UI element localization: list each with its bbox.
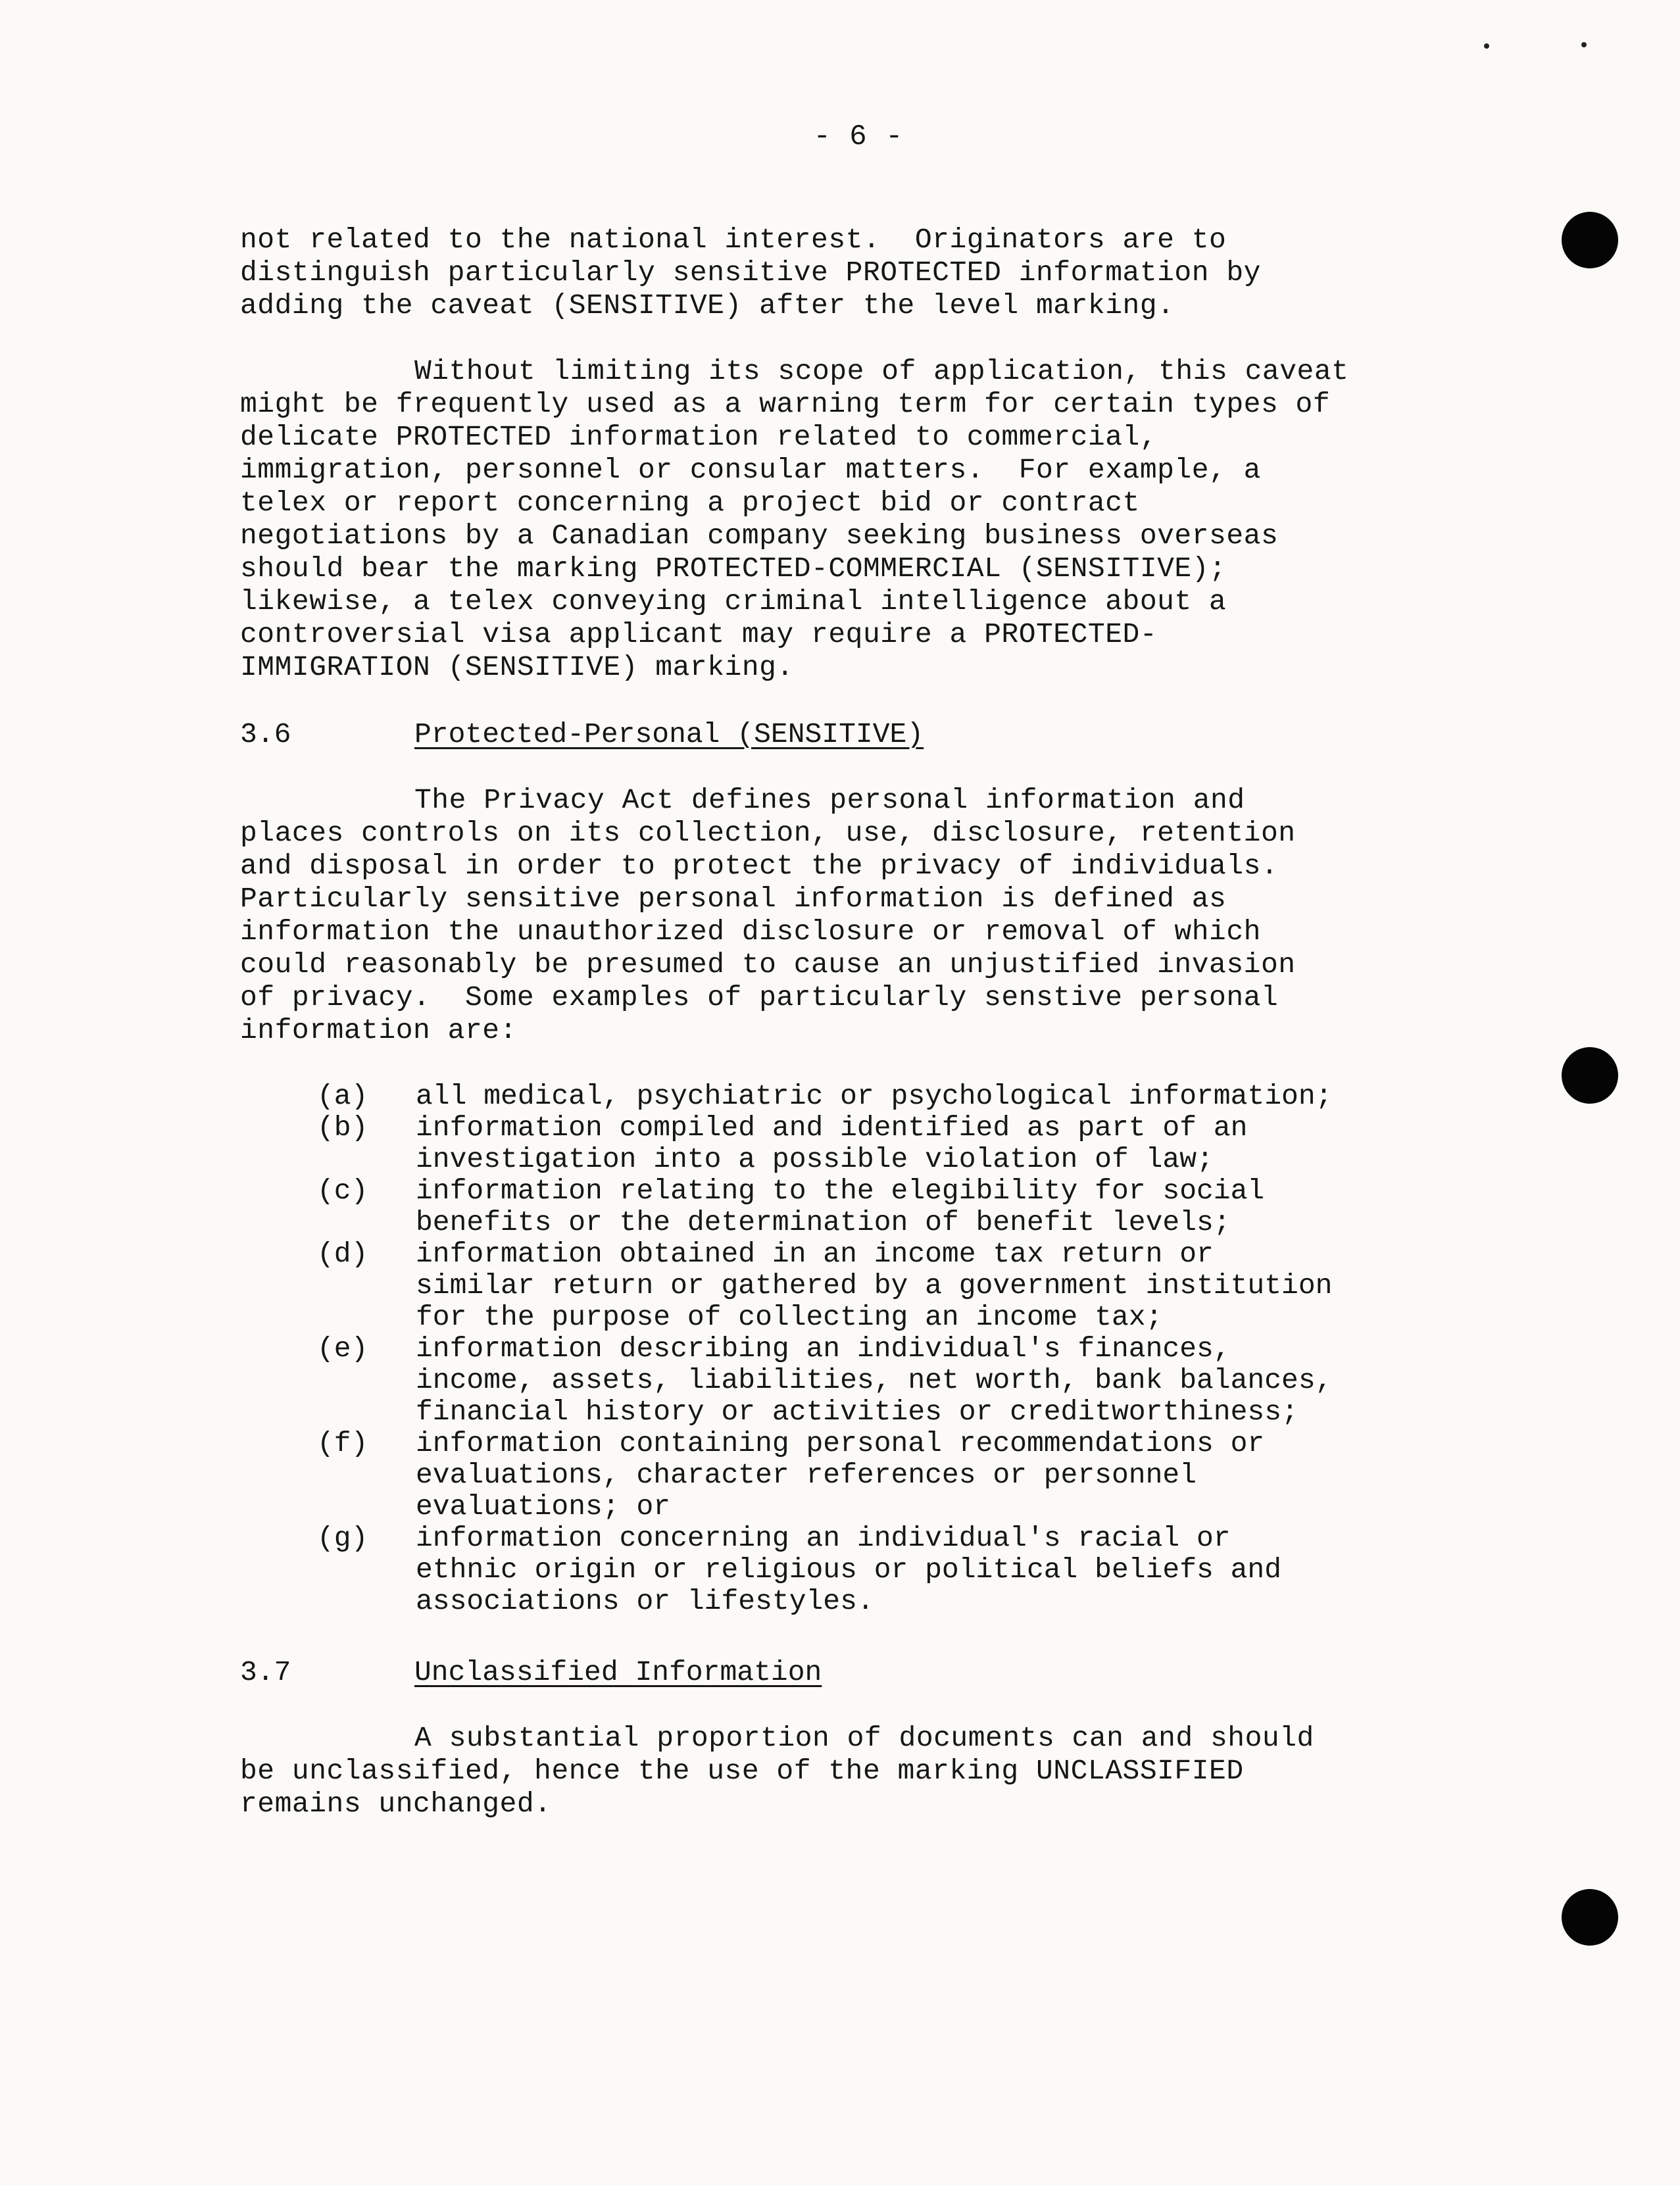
paragraph-line: remains unchanged. — [240, 1788, 552, 1820]
section-heading: Protected-Personal (SENSITIVE) — [414, 718, 924, 750]
paragraph-line: and disposal in order to protect the privacy of individuals. — [240, 850, 1279, 882]
list-item-text: benefits or the determination of benefit levels; — [416, 1206, 1231, 1239]
list-item-text: associations or lifestyles. — [416, 1585, 874, 1617]
list-item-text: ethnic origin or religious or political beliefs and — [416, 1554, 1282, 1586]
list-item-text: evaluations; or — [416, 1490, 671, 1523]
list-item-label: (f) — [317, 1427, 368, 1460]
list-item-text: all medical, psychiatric or psychological information; — [416, 1080, 1333, 1112]
punch-hole-icon — [1562, 212, 1618, 268]
list-item-text: information compiled and identified as part of an — [416, 1112, 1248, 1144]
scan-speck — [1484, 43, 1489, 49]
paragraph-line: telex or report concerning a project bid or contract — [240, 487, 1140, 519]
paragraph-line: be unclassified, hence the use of the marking UNCLASSIFIED — [240, 1755, 1244, 1787]
punch-hole-icon — [1562, 1047, 1618, 1104]
list-item-label: (d) — [317, 1238, 368, 1270]
paragraph-line: not related to the national interest. Originators are to — [240, 224, 1227, 256]
paragraph-line: could reasonably be presumed to cause an unjustified invasion — [240, 948, 1296, 981]
list-item-text: information concerning an individual's racial or — [416, 1522, 1231, 1554]
paragraph-line: controversial visa applicant may require a PROTECTED- — [240, 618, 1158, 651]
list-item-text: similar return or gathered by a government institution — [416, 1269, 1333, 1302]
list-item-label: (g) — [317, 1522, 368, 1554]
list-item-text: investigation into a possible violation of law; — [416, 1143, 1214, 1175]
paragraph-line: adding the caveat (SENSITIVE) after the level marking. — [240, 289, 1175, 322]
paragraph-line: Particularly sensitive personal information is defined as — [240, 883, 1227, 915]
paragraph-line: Without limiting its scope of application, this caveat — [414, 355, 1349, 387]
paragraph-line: The Privacy Act defines personal information and — [414, 784, 1245, 816]
section-number: 3.6 — [240, 718, 291, 750]
paragraph-line: information are: — [240, 1014, 517, 1046]
list-item-text: income, assets, liabilities, net worth, bank balances, — [416, 1364, 1333, 1396]
page-number: - 6 - — [813, 120, 904, 153]
paragraph-line: information the unauthorized disclosure or removal of which — [240, 916, 1261, 948]
paragraph-line: of privacy. Some examples of particularly senstive personal — [240, 981, 1279, 1014]
list-item-label: (c) — [317, 1175, 368, 1207]
paragraph-line: negotiations by a Canadian company seeking business overseas — [240, 520, 1279, 552]
paragraph-line: distinguish particularly sensitive PROTECTED information by — [240, 257, 1261, 289]
scan-speck — [1581, 42, 1587, 47]
list-item-label: (b) — [317, 1112, 368, 1144]
section-number: 3.7 — [240, 1656, 291, 1688]
list-item-text: financial history or activities or creditworthiness; — [416, 1396, 1298, 1428]
paragraph-line: delicate PROTECTED information related to commercial, — [240, 421, 1158, 453]
paragraph-line: likewise, a telex conveying criminal intelligence about a — [240, 585, 1227, 618]
list-item-label: (a) — [317, 1080, 368, 1112]
paragraph-line: places controls on its collection, use, disclosure, retention — [240, 817, 1296, 849]
list-item-text: information containing personal recommendations or — [416, 1427, 1265, 1460]
paragraph-line: IMMIGRATION (SENSITIVE) marking. — [240, 651, 794, 683]
list-item-text: information describing an individual's finances, — [416, 1333, 1231, 1365]
paragraph-line: immigration, personnel or consular matters. For example, a — [240, 454, 1261, 486]
section-heading: Unclassified Information — [414, 1656, 822, 1688]
paragraph-line: should bear the marking PROTECTED-COMMERCIAL (SENSITIVE); — [240, 552, 1227, 585]
list-item-label: (e) — [317, 1333, 368, 1365]
list-item-text: for the purpose of collecting an income tax; — [416, 1301, 1163, 1333]
punch-hole-icon — [1562, 1889, 1618, 1946]
list-item-text: evaluations, character references or personnel — [416, 1459, 1197, 1491]
paragraph-line: A substantial proportion of documents can and should — [414, 1722, 1314, 1754]
list-item-text: information obtained in an income tax return or — [416, 1238, 1214, 1270]
list-item-text: information relating to the elegibility for social — [416, 1175, 1265, 1207]
paragraph-line: might be frequently used as a warning term for certain types of — [240, 388, 1331, 420]
